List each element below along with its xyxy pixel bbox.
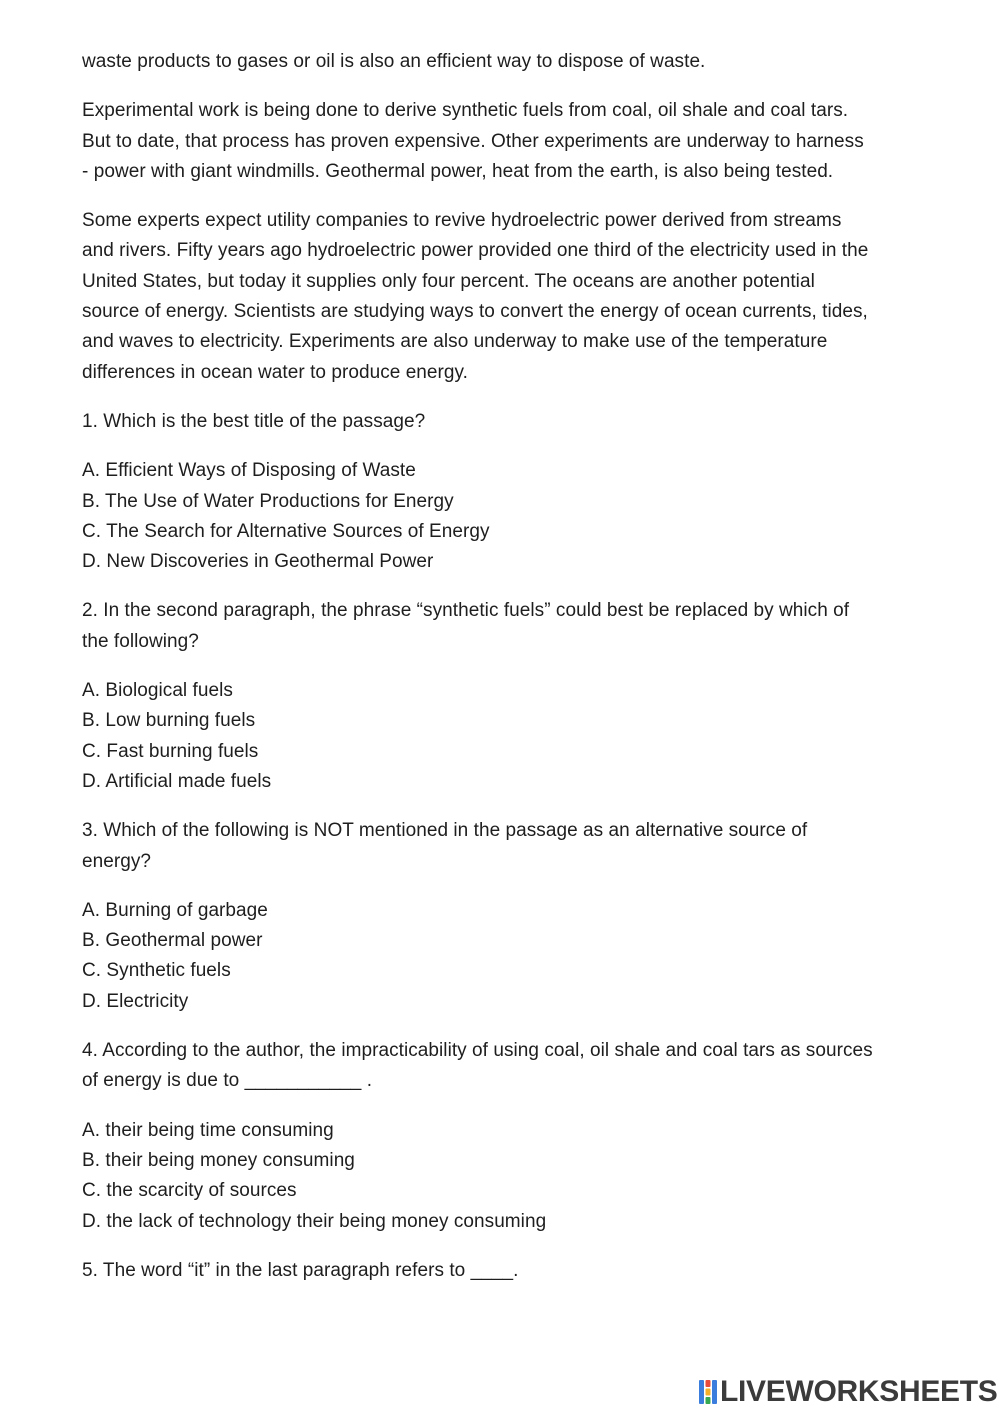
answer-option-d[interactable]: D. Electricity [82, 990, 189, 1012]
passage-paragraph-3 [82, 206, 932, 388]
answer-options [82, 1116, 932, 1237]
answer-option-d[interactable]: D. Artificial made fuels [82, 770, 272, 792]
question-stem-line: of energy is due to ___________ . [82, 1070, 373, 1092]
question-stem-line: energy? [82, 850, 152, 872]
question-stem-line: 1. Which is the best title of the passage? [82, 410, 426, 432]
question-4 [82, 1036, 932, 1237]
question-stem [82, 1036, 932, 1097]
question-stem [82, 1256, 932, 1286]
logo-text: LIVEWORKSHEETS [720, 1375, 998, 1408]
answer-option-b[interactable]: B. Low burning fuels [82, 710, 256, 732]
passage-line: Some experts expect utility companies to revive hydroelectric power derived from streams [82, 210, 842, 232]
answer-option-c[interactable]: C. Fast burning fuels [82, 740, 259, 762]
answer-option-a[interactable]: A. Efficient Ways of Disposing of Waste [82, 460, 416, 482]
passage-line: - power with giant windmills. Geothermal power, heat from the earth, is also being tested. [82, 160, 834, 182]
answer-option-c[interactable]: C. The Search for Alternative Sources of Energy [82, 520, 490, 542]
answer-options [82, 896, 932, 1017]
passage-line: But to date, that process has proven expensive. Other experiments are underway to harness [82, 130, 864, 152]
question-stem [82, 407, 932, 437]
passage-line: Experimental work is being done to derive synthetic fuels from coal, oil shale and coal tars. [82, 100, 849, 122]
answer-option-a[interactable]: A. their being time consuming [82, 1119, 334, 1141]
passage-line: United States, but today it supplies only four percent. The oceans are another potential [82, 270, 815, 292]
passage [82, 47, 932, 388]
question-stem-line: 3. Which of the following is NOT mentioned in the passage as an alternative source of [82, 820, 808, 842]
passage-line: differences in ocean water to produce energy. [82, 361, 469, 383]
answer-option-c[interactable]: C. Synthetic fuels [82, 960, 231, 982]
question-stem [82, 596, 932, 657]
passage-paragraph-2 [82, 96, 932, 187]
question-stem-line: 4. According to the author, the impracticability of using coal, oil shale and coal tars as sources [82, 1040, 873, 1062]
question-stem-line: 2. In the second paragraph, the phrase “synthetic fuels” could best be replaced by which of [82, 600, 850, 622]
answer-option-a[interactable]: A. Biological fuels [82, 680, 233, 702]
passage-line: waste products to gases or oil is also an efficient way to dispose of waste. [82, 51, 706, 72]
answer-option-b[interactable]: B. Geothermal power [82, 930, 263, 952]
passage-line: and rivers. Fifty years ago hydroelectric power provided one third of the electricity used in the [82, 240, 869, 262]
question-stem [82, 816, 932, 877]
question-5 [82, 1256, 932, 1286]
answer-option-c[interactable]: C. the scarcity of sources [82, 1180, 297, 1202]
question-2 [82, 596, 932, 797]
question-3 [82, 816, 932, 1017]
answer-options [82, 676, 932, 797]
answer-options [82, 456, 932, 577]
passage-line: and waves to electricity. Experiments are also underway to make use of the temperature [82, 331, 828, 353]
question-stem-line: 5. The word “it” in the last paragraph refers to ____. [82, 1259, 519, 1281]
answer-option-b[interactable]: B. The Use of Water Productions for Energy [82, 490, 454, 512]
answer-option-a[interactable]: A. Burning of garbage [82, 899, 268, 921]
answer-option-d[interactable]: D. the lack of technology their being money consuming [82, 1210, 547, 1232]
answer-option-d[interactable]: D. New Discoveries in Geothermal Power [82, 551, 434, 573]
question-1 [82, 407, 932, 577]
passage-line: source of energy. Scientists are studying ways to convert the energy of ocean currents, tides, [82, 301, 868, 323]
answer-option-b[interactable]: B. their being money consuming [82, 1149, 355, 1171]
question-stem-line: the following? [82, 630, 199, 652]
liveworksheets-mark-icon [698, 1378, 718, 1406]
passage-paragraph-1 [82, 47, 932, 77]
worksheet-page [82, 47, 932, 1305]
liveworksheets-logo [698, 1374, 998, 1410]
